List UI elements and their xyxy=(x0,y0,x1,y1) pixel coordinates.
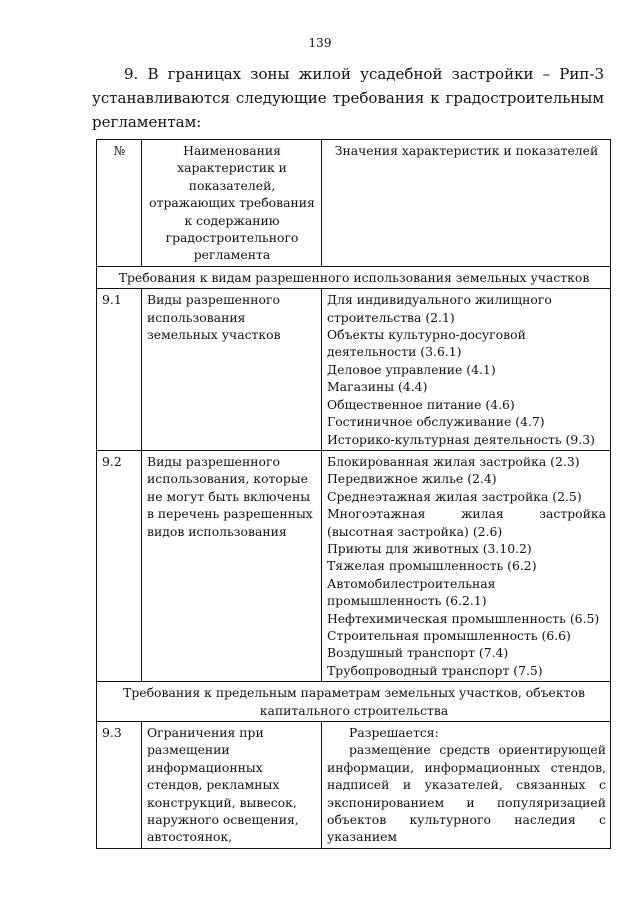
header-name: Наименования характеристик и показателей, отражающих требования к содержанию градостроительного регламента xyxy=(142,140,322,267)
value-item: Строительная промышленность (6.6) xyxy=(327,627,571,643)
intro-paragraph: 9. В границах зоны жилой усадебной застройки – Рип-3 устанавливаются следующие требования к градостроительным регламентам: xyxy=(92,65,604,131)
value-item: Передвижное жилье (2.4) xyxy=(327,471,497,487)
table-row xyxy=(97,450,611,681)
allowed-title: Разрешается: xyxy=(349,725,439,740)
value-item: Трубопроводный транспорт (7.5) xyxy=(327,662,543,678)
value-item: Приюты для животных (3.10.2) xyxy=(327,540,532,556)
allowed-text: размещение средств ориентирующей информации, информационных стендов, надписей и указателей, связанных с экспонированием и популяризацией объектов культурного наследия с указанием xyxy=(327,742,606,845)
value-item: Историко-культурная деятельность (9.3) xyxy=(327,431,595,447)
value-item: Среднеэтажная жилая застройка (2.5) xyxy=(327,488,582,504)
value-item: Для индивидуального жилищного строительства (2.1) xyxy=(327,292,552,325)
table-row xyxy=(97,289,611,451)
table-row xyxy=(97,722,611,849)
row-number: 9.2 xyxy=(97,450,142,681)
value-item: Многоэтажная жилая застройка (высотная застройка) (2.6) xyxy=(327,506,606,539)
value-item: Деловое управление (4.1) xyxy=(327,361,496,377)
page-number: 139 xyxy=(308,36,332,50)
section-permitted-use: Требования к видам разрешенного использования земельных участков xyxy=(97,266,611,288)
value-item: Общественное питание (4.6) xyxy=(327,396,515,412)
header-values: Значения характеристик и показателей xyxy=(322,140,611,267)
value-item: Автомобилестроительная промышленность (6.2.1) xyxy=(327,575,496,609)
row-number: 9.1 xyxy=(97,289,142,451)
row-values xyxy=(322,289,611,451)
value-item: Магазины (4.4) xyxy=(327,379,428,395)
section-limit-parameters: Требования к предельным параметрам земельных участков, объектов капитального строительства xyxy=(97,682,611,722)
section-row xyxy=(97,266,611,288)
value-item: Тяжелая промышленность (6.2) xyxy=(327,558,537,574)
row-values xyxy=(322,722,611,849)
value-item: Блокированная жилая застройка (2.3) xyxy=(327,453,580,469)
header-number: № xyxy=(97,140,142,267)
section-row xyxy=(97,682,611,722)
regulations-table xyxy=(96,139,611,849)
table-header-row xyxy=(97,140,611,267)
row-name: Виды разрешенного использования земельных участков xyxy=(142,289,322,451)
value-item: Нефтехимическая промышленность (6.5) xyxy=(327,610,600,626)
value-item: Гостиничное обслуживание (4.7) xyxy=(327,414,545,430)
row-values xyxy=(322,450,611,681)
row-name: Ограничения при размещении информационных стендов, рекламных конструкций, вывесок, наружного освещения, автостоянок, xyxy=(142,722,322,849)
value-item: Объекты культурно-досуговой деятельности (3.6.1) xyxy=(327,327,526,360)
row-number: 9.3 xyxy=(97,722,142,849)
row-name: Виды разрешенного использования, которые не могут быть включены в перечень разрешенных видов использования xyxy=(142,450,322,681)
value-item: Воздушный транспорт (7.4) xyxy=(327,645,509,661)
